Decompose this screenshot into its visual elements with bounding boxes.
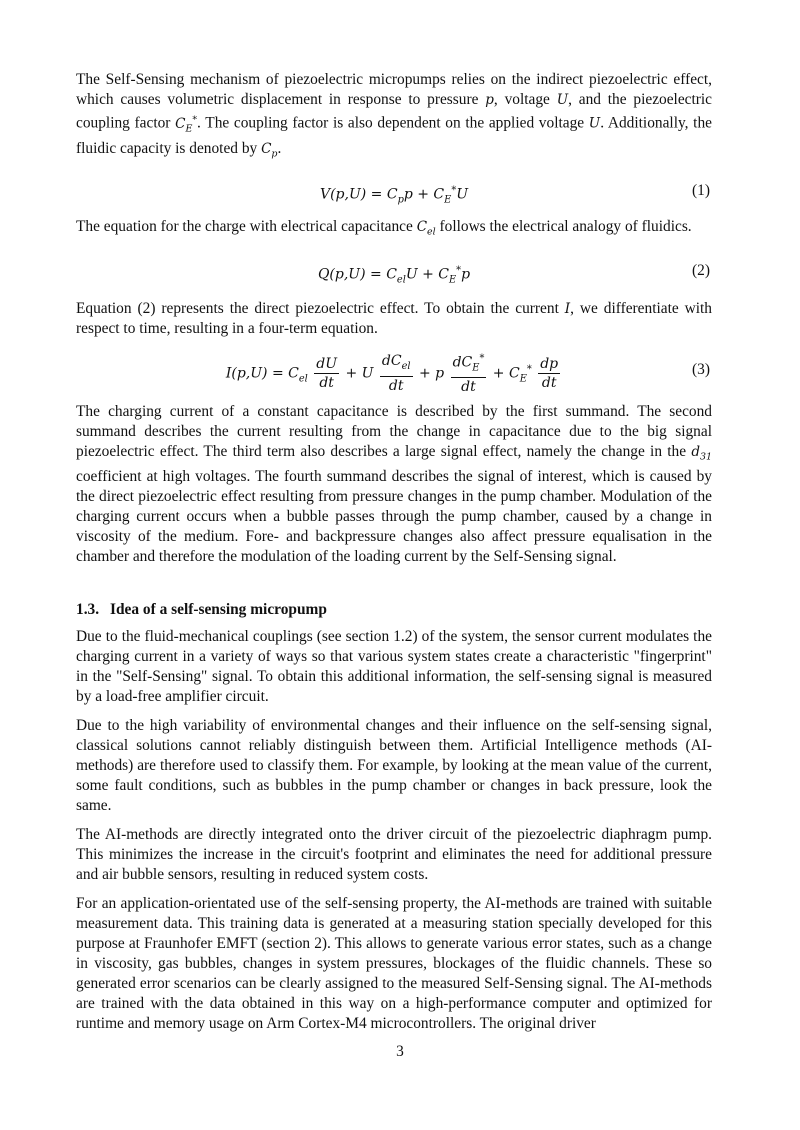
equation2-paragraph: Equation (2) represents the direct piezoelectric effect. To obtain the current I, we differentiate with respect to time, resulting in a four-term equation. (76, 299, 712, 337)
idea-paragraph-1: Due to the fluid-mechanical couplings (see section 1.2) of the system, the sensor current modulates the charging current in a variety of ways so that various system states create a characteristic "fingerprint" in the "Self-Sensing" signal. To obtain this additional information, the self-sensing signal is measured by a load-free amplifier circuit. (76, 628, 712, 706)
equation-2: $Q(p,U) = C_{el}U + C_E^*p$ (2) (76, 259, 712, 283)
section-heading: 1.3. Idea of a self-sensing micropump (76, 601, 327, 619)
page-number: 3 (396, 1043, 404, 1060)
charging-current-paragraph: The charging current of a constant capacitance is described by the first summand. The second summand describes the current resulting from the change in capacitance due to the big signal piezoelectric effect. The third term also describes a large signal effect, namely the change in the $d_{31}$ coefficient at high voltages. The fourth summand describes the signal of interest, which is caused by the direct piezoelectric effect resulting from pressure changes in the pump chamber. Modulation of the charging current occurs when a bubble passes through the pump chamber, caused by a change in viscosity of the medium. Fore- and backpressure changes also affect pressure equalisation in the chamber and therefore the modulation of the loading current by the Self-Sensing signal. (76, 402, 712, 566)
charge-paragraph: The equation for the charge with electrical capacitance $C_{el}$ follows the electrical analogy of fluidics. (76, 217, 692, 238)
equation-number: (2) (692, 261, 710, 279)
idea-paragraph-4: For an application-orientated use of the self-sensing property, the AI-methods are trained with suitable measurement data. This training data is generated at a measuring station specially developed for this purpose at Fraunhofer EMFT (section 2). This allows to generate various error states, such as a change in viscosity, gas bubbles, changes in system pressures, blockages of the fluidic channels. These so generated error scenarios can be clearly assigned to the measured Self-Sensing signal. The AI-methods are trained with the data obtained in this way on a high-performance computer and optimized for runtime and memory usage on Arm Cortex-M4 microcontrollers. The original driver (76, 895, 712, 1033)
idea-paragraph-2: Due to the high variability of environmental changes and their influence on the self-sensing signal, classical solutions cannot reliably distinguish between them. Artificial Intelligence methods (AI-methods) are therefore used to classify them. For example, by looking at the mean value of the current, some fault conditions, such as bubbles in the pump chamber or changes in back pressure, look the same. (76, 717, 712, 815)
equation-3: $I(p,U) = C_{el}$ $\frac{dU}{dt}$ + U $\frac{dC_{el}}{dt}$ + p $\frac{dC_E^*}{dt}$ + $C_E^*$ $\frac{dp}{dt}$ (3) (76, 348, 712, 392)
equation-number: (1) (692, 181, 710, 199)
idea-paragraph-3: The AI-methods are directly integrated onto the driver circuit of the piezoelectric diaphragm pump. This minimizes the increase in the circuit's footprint and eliminates the need for additional pressure and air bubble sensors, resulting in reduced system costs. (76, 826, 712, 884)
page-content (76, 70, 712, 1043)
equation-1: $V(p,U) = C_pp + C_E^*U$ (1) (76, 179, 712, 203)
equation-number: (3) (692, 360, 710, 378)
intro-paragraph: The Self-Sensing mechanism of piezoelectric micropumps relies on the indirect piezoelectric effect, which causes volumetric displacement in response to pressure p, voltage U, and the piezoelectric coupling factor $C_E^*$. The coupling factor is also dependent on the applied voltage U. Additionally, the fluidic capacity is denoted by $C_p$. (76, 71, 712, 160)
